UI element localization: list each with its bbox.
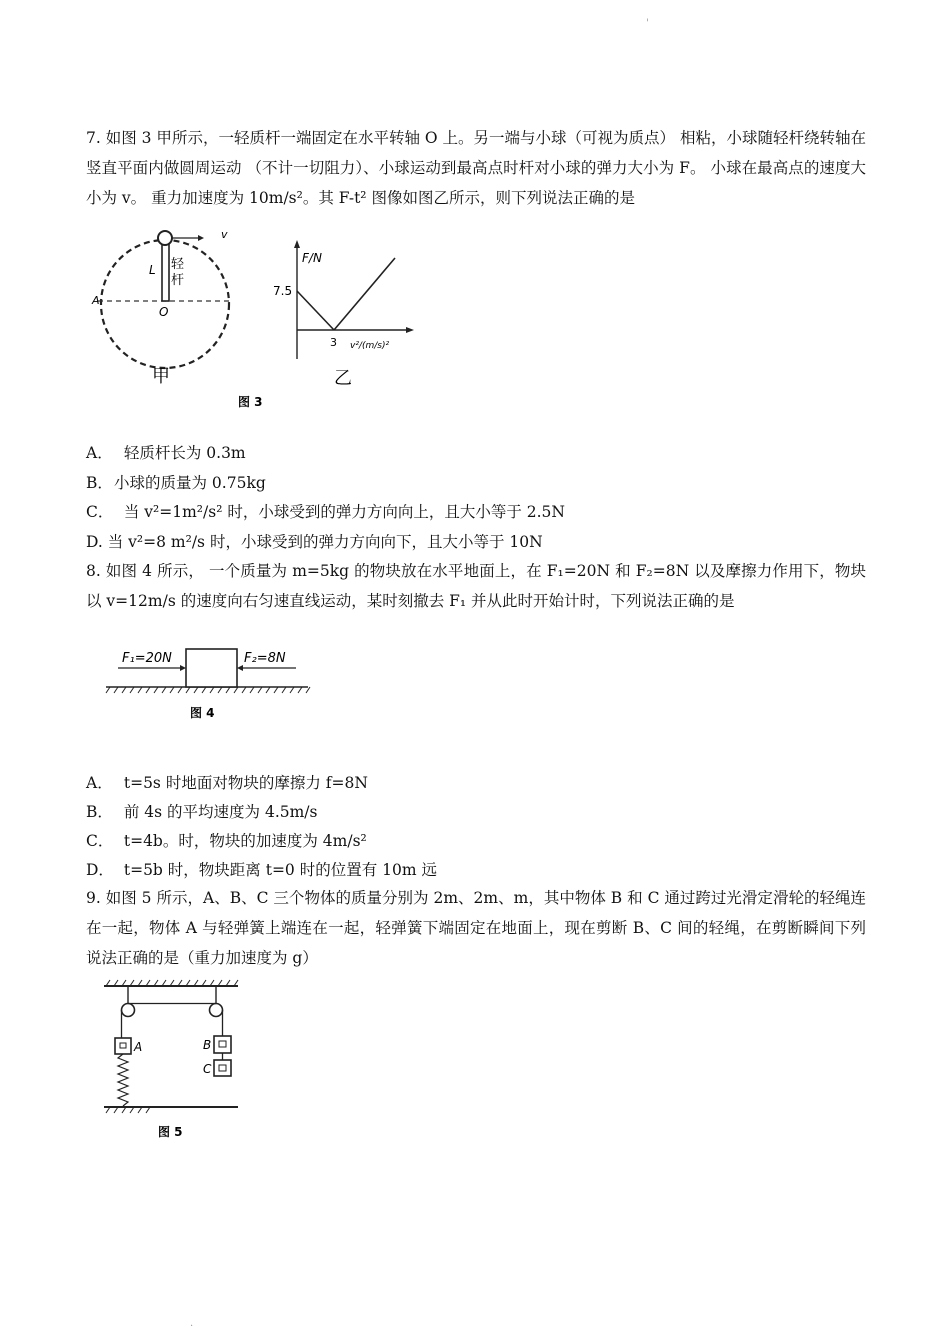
block-b xyxy=(214,1036,231,1053)
option-text: 当 v²=1m²/s² 时，小球受到的弹力方向向上，且大小等于 2.5N xyxy=(123,503,565,521)
left-pulley xyxy=(122,1004,135,1017)
page-mark-bottom: . xyxy=(190,1318,194,1329)
f1-label: F₁=20N xyxy=(122,651,172,666)
option-text: 前 4s 的平均速度为 4.5m/s xyxy=(123,803,318,821)
figure-4-caption: 图 4 xyxy=(190,706,215,720)
page-mark-top: ' xyxy=(646,18,649,29)
caption-jia: 甲 xyxy=(152,366,170,387)
label-block-b: B xyxy=(203,1038,212,1052)
x-axis-label: v²/(m/s)² xyxy=(350,341,390,351)
question-9-stem: 9. 如图 5 所示，A、B、C 三个物体的质量分别为 2m、2m、m，其中物体 B 和 C 通过跨过光滑定滑轮的轻绳连在一起，物体 A 与轻弹簧上端连在一起，轻弹簧下端固定在地面上，现在剪断 B、C 间的轻绳，在剪断瞬间下列说法正确的是（重力加速度为 g） xyxy=(86,889,866,967)
question-8-stem: 8. 如图 4 所示， 一个质量为 m=5kg 的物块放在水平地面上，在 F₁=20N 和 F₂=8N 以及摩擦力作用下，物块以 v=12m/s 的速度向右匀速直线运动，某时刻撤去 F₁ 并从此时开始计时，下列说法正确的是 xyxy=(86,562,866,610)
y-tick-label: 7.5 xyxy=(273,284,293,298)
option-text: t=5s 时地面对物块的摩擦力 f=8N xyxy=(123,774,368,792)
option-text: t=5b 时，物块距离 t=0 时的位置有 10m 远 xyxy=(123,861,437,879)
f1-arrowhead-icon xyxy=(180,665,186,671)
option-text: 当 v²=8 m²/s 时，小球受到的弹力方向向下，且大小等于 10N xyxy=(107,533,543,551)
x-axis-arrow-icon xyxy=(406,327,414,333)
option-label: A． xyxy=(86,444,113,462)
q8-option-d xyxy=(86,858,437,882)
figure-3 xyxy=(88,224,428,414)
velocity-arrowhead-icon xyxy=(198,235,204,241)
label-block-c: C xyxy=(203,1062,212,1076)
label-rod-2: 杆 xyxy=(171,273,185,288)
f2-arrowhead-icon xyxy=(237,665,243,671)
figure-4 xyxy=(104,640,314,725)
q8-option-c xyxy=(86,829,367,853)
figure-3-caption: 图 3 xyxy=(238,395,263,409)
option-label: D. xyxy=(86,533,103,551)
option-label: C． xyxy=(86,503,114,521)
q8-option-a xyxy=(86,771,368,795)
q8-option-b xyxy=(86,800,317,824)
option-label: A． xyxy=(86,774,113,792)
spring xyxy=(118,1054,128,1106)
caption-yi: 乙 xyxy=(334,368,352,389)
graph-line-decreasing xyxy=(297,291,334,330)
figure-5-caption: 图 5 xyxy=(158,1125,183,1139)
ground-hatching xyxy=(106,687,310,693)
label-rod-1: 轻 xyxy=(171,257,185,272)
light-rod xyxy=(162,244,169,301)
right-pulley xyxy=(210,1004,223,1017)
q7-option-d xyxy=(86,530,543,554)
label-a: A xyxy=(92,294,100,307)
graph-line-increasing xyxy=(334,258,395,330)
option-label: B． xyxy=(86,803,113,821)
label-o: O xyxy=(159,305,169,319)
block-c xyxy=(214,1060,231,1076)
option-label: D． xyxy=(86,861,114,879)
block-a xyxy=(115,1038,131,1054)
f2-label: F₂=8N xyxy=(244,651,286,666)
q7-option-a xyxy=(86,441,246,465)
y-axis-arrow-icon xyxy=(294,240,300,248)
option-text: 小球的质量为 0.75kg xyxy=(114,474,266,492)
figure-3-jia xyxy=(91,228,229,387)
q7-option-c xyxy=(86,500,565,524)
label-l: L xyxy=(149,263,156,277)
option-text: t=4b。时，物块的加速度为 4m/s² xyxy=(123,832,367,850)
q7-option-b xyxy=(86,471,266,495)
figure-3-yi xyxy=(273,240,414,389)
option-label: C． xyxy=(86,832,114,850)
y-axis-label: F/N xyxy=(302,251,322,265)
question-7-stem: 7. 如图 3 甲所示，一轻质杆一端固定在水平转轴 O 上。另一端与小球（可视为质点） 相粘，小球随轻杆绕转轴在竖直平面内做圆周运动 （不计一切阻力）、小球运动到最高点时杆对小球的弹力大小为 F。 小球在最高点的速度大小为 v。 重力加速度为 10m/s²。其 F-t² 图像如图乙所示，则下列说法正确的是 xyxy=(86,129,866,207)
label-v: v xyxy=(221,228,228,241)
small-ball xyxy=(158,231,172,245)
block xyxy=(186,649,237,687)
label-block-a: A xyxy=(134,1040,143,1054)
option-text: 轻质杆长为 0.3m xyxy=(123,444,246,462)
option-label: B． xyxy=(86,474,113,492)
x-tick-label: 3 xyxy=(330,336,337,349)
figure-5 xyxy=(100,978,248,1148)
